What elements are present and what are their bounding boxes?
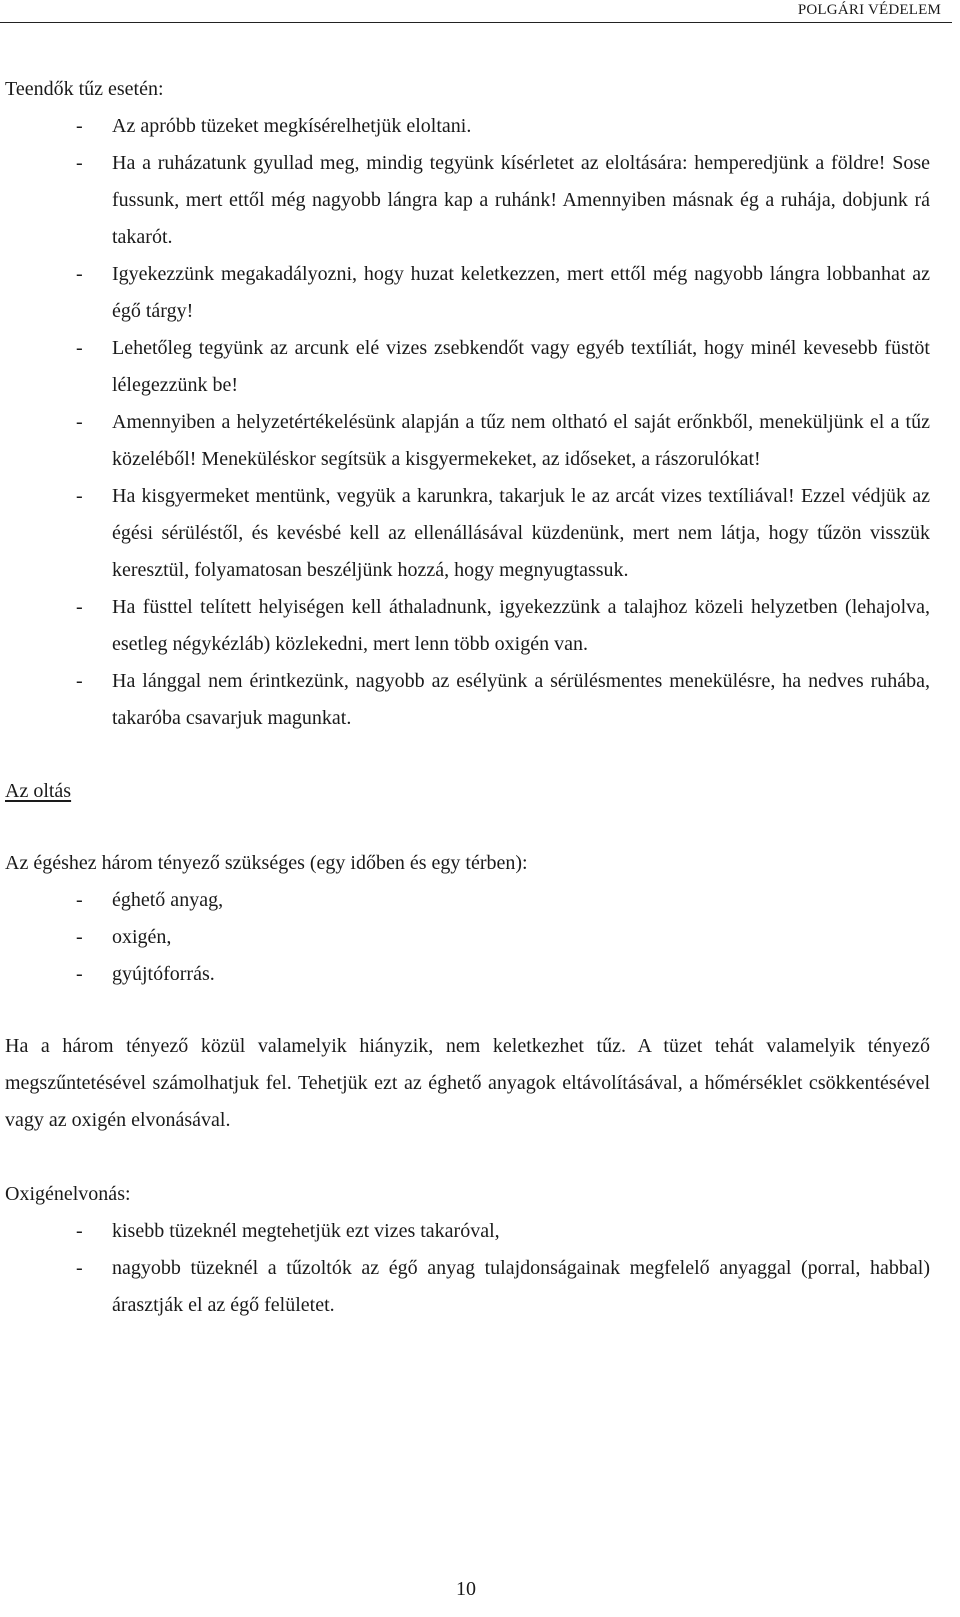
list-item xyxy=(5,404,930,478)
oxygen-removal-heading: Oxigénelvonás: xyxy=(5,1183,131,1205)
list-item-text: Igyekezzünk megakadályozni, hogy huzat keletkezzen, mert ettől még nagyobb lángra lobbanhat az égő tárgy! xyxy=(112,263,930,322)
fire-actions-list xyxy=(5,108,930,737)
list-item xyxy=(5,663,930,737)
list-item-text: Ha lánggal nem érintkezünk, nagyobb az esélyünk a sérülésmentes menekülésre, ha nedves ruhába, takaróba csavarjuk magunkat. xyxy=(112,670,930,729)
page-number: 10 xyxy=(456,1578,476,1600)
list-item xyxy=(5,589,930,663)
extinguishing-intro: Az égéshez három tényező szükséges (egy időben és egy térben): xyxy=(5,852,528,874)
dash-bullet: - xyxy=(76,411,83,433)
dash-bullet: - xyxy=(76,115,83,137)
list-item-text: éghető anyag, xyxy=(112,889,224,911)
spacer xyxy=(5,1139,930,1176)
list-item-text: Az apróbb tüzeket megkísérelhetjük eloltani. xyxy=(112,115,472,137)
dash-bullet: - xyxy=(76,1257,83,1279)
dash-bullet: - xyxy=(76,263,83,285)
dash-bullet: - xyxy=(76,485,83,507)
dash-bullet: - xyxy=(76,337,83,359)
dash-bullet: - xyxy=(76,889,83,911)
list-item-text: Amennyiben a helyzetértékelésünk alapján a tűz nem oltható el saját erőnkből, meneküljünk el a tűz közeléből! Meneküléskor segítsük a kisgyermekeket, az időseket, a rászorulókat! xyxy=(112,411,930,470)
document-body xyxy=(5,71,930,1324)
list-item xyxy=(5,882,930,919)
list-item-text: nagyobb tüzeknél a tűzoltók az égő anyag tulajdonságainak megfelelő anyaggal (porral, habbal) árasztják el az égő felületet. xyxy=(112,1257,930,1316)
list-item-text: Ha füsttel telített helyiségen kell áthaladnunk, igyekezzünk a talajhoz közeli helyzetben (lehajolva, esetleg négykézláb) közlekedni, mert lenn több oxigén van. xyxy=(112,596,930,655)
list-item-text: Ha a ruházatunk gyullad meg, mindig tegyünk kísérletet az eloltására: hemperedjünk a földre! Sose fussunk, mert ettől még nagyobb lángra kap a ruhánk! Amennyiben másnak ég a ruhája, dobjunk rá takarót. xyxy=(112,152,930,248)
list-item xyxy=(5,1250,930,1324)
list-item-text: Lehetőleg tegyünk az arcunk elé vizes zsebkendőt vagy egyéb textíliát, hogy minél kevesebb füstöt lélegezzünk be! xyxy=(112,337,930,396)
list-item-text: gyújtóforrás. xyxy=(112,963,215,985)
list-item-text: Ha kisgyermeket mentünk, vegyük a karunkra, takarjuk le az arcát vizes textíliával! Ezzel védjük az égési sérüléstől, és kevésbé kell az ellenállásával küzdenünk, mert nem látja, hogy tűzön visszük keresztül, folyamatosan beszéljünk hozzá, hogy megnyugtassuk. xyxy=(112,485,930,581)
list-item xyxy=(5,919,930,956)
list-item xyxy=(5,145,930,256)
dash-bullet: - xyxy=(76,670,83,692)
header-title: POLGÁRI VÉDELEM xyxy=(797,2,941,18)
combustion-factors-list xyxy=(5,882,930,993)
list-item-text: oxigén, xyxy=(112,926,172,948)
extinguishing-heading: Az oltás xyxy=(5,780,72,802)
list-item xyxy=(5,330,930,404)
spacer xyxy=(5,810,930,845)
dash-bullet: - xyxy=(76,152,83,174)
fire-actions-heading: Teendők tűz esetén: xyxy=(5,78,164,100)
extinguishing-paragraph: Ha a három tényező közül valamelyik hiányzik, nem keletkezhet tűz. A tüzet tehát valamelyik tényező megszűntetésével számolhatjuk fel. Tehetjük ezt az éghető anyagok eltávolításával, a hőmérséklet csökkentésével vagy az oxigén elvonásával. xyxy=(5,1035,930,1131)
list-item xyxy=(5,256,930,330)
spacer xyxy=(5,993,930,1028)
list-item xyxy=(5,1213,930,1250)
list-item-text: kisebb tüzeknél megtehetjük ezt vizes takaróval, xyxy=(112,1220,500,1242)
list-item xyxy=(5,956,930,993)
dash-bullet: - xyxy=(76,926,83,948)
page-header xyxy=(0,0,952,23)
oxygen-removal-list xyxy=(5,1213,930,1324)
dash-bullet: - xyxy=(76,1220,83,1242)
dash-bullet: - xyxy=(76,963,83,985)
dash-bullet: - xyxy=(76,596,83,618)
spacer xyxy=(5,737,930,773)
list-item xyxy=(5,108,930,145)
list-item xyxy=(5,478,930,589)
